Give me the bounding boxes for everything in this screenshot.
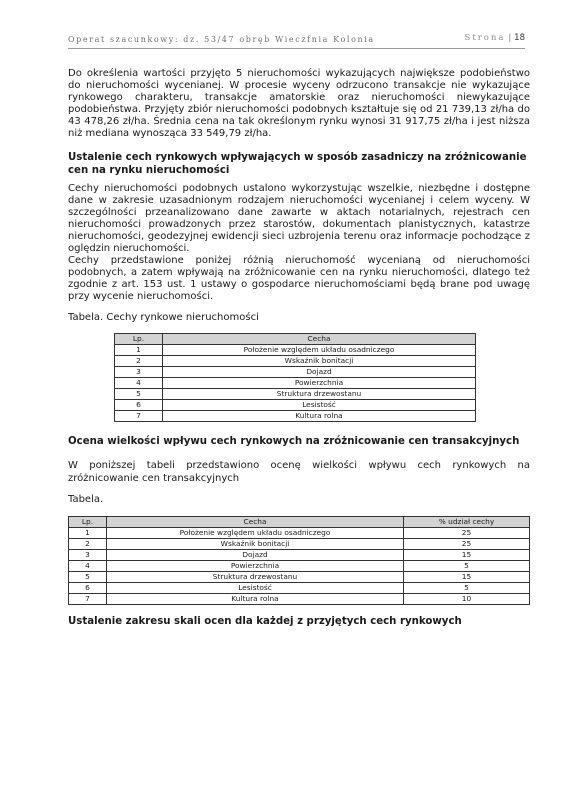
table-header-row [69,517,530,528]
page-separator: | [508,33,512,42]
table-row [69,550,530,561]
feature-weights-table [68,516,530,605]
table-row [115,400,476,411]
cell-lp: 1 [115,345,163,356]
paragraph-data-sources: Cechy nieruchomości podobnych ustalono wykorzystując wszelkie, niezbędne i dostępne dane w zakresie uzasadnionym rodzajem nieruchomości wycenianej i celem wyceny. W szczególności przeanalizowano dane zawarte w aktach notarialnych, rejestrach cen nieruchomości prowadzonych przez starostów, dokumentach planistycznych, katastrze nieruchomości, geodezyjnej ewidencji sieci uzbrojenia terenu oraz informacje pochodzące z oględzin nieruchomości. [68,183,530,255]
cell-share: 25 [404,528,530,539]
cell-feature: Kultura rolna [163,411,476,422]
cell-feature: Położenie względem układu osadniczego [107,528,404,539]
cell-lp: 4 [69,561,107,572]
table-row [69,528,530,539]
cell-lp: 5 [69,572,107,583]
header-lp: Lp. [69,517,107,528]
table-caption-weights: Tabela. [68,494,104,505]
table-row [115,389,476,400]
cell-share: 5 [404,583,530,594]
cell-share: 5 [404,561,530,572]
cell-lp: 6 [115,400,163,411]
cell-lp: 7 [115,411,163,422]
page-header [68,32,525,49]
header-share: % udział cechy [404,517,530,528]
cell-lp: 4 [115,378,163,389]
cell-feature: Lesistość [107,583,404,594]
cell-feature: Wskaźnik bonitacji [163,356,476,367]
table-row [115,356,476,367]
table-row [69,583,530,594]
cell-lp: 3 [115,367,163,378]
cell-feature: Struktura drzewostanu [107,572,404,583]
cell-feature: Struktura drzewostanu [163,389,476,400]
paragraph-influence-intro: W poniższej tabeli przedstawiono ocenę wielkości wpływu cech rynkowych na zróżnicowanie cen transakcyjnych [68,460,530,484]
cell-feature: Dojazd [107,550,404,561]
cell-lp: 1 [69,528,107,539]
cell-feature: Lesistość [163,400,476,411]
header-title: Operat szacunkowy: dz. 53/47 obręb Wieczfnia Kolonia [68,35,375,44]
header-feature: Cecha [163,334,476,345]
cell-feature: Powierzchnia [163,378,476,389]
heading-rating-scale: Ustalenie zakresu skali ocen dla każdej z przyjętych cech rynkowych [68,616,462,627]
page-word: Strona [464,33,506,43]
cell-feature: Kultura rolna [107,594,404,605]
paragraph-similar-properties: Do określenia wartości przyjęto 5 nieruchomości wykazujących największe podobieństwo do nieruchomości wycenianej. W procesie wyceny odrzucono transakcje nie wykazujące rynkowego charakteru, transakcje amatorskie oraz nieruchomości niewykazujące podobieństwa. Przyjęty zbiór nieruchomości podobnych kształtuje się od 21 739,13 zł/ha do 43 478,26 zł/ha. Średnia cena na tak określonym rynku wynosi 31 917,75 zł/ha i jest niższa niż mediana wynosząca 33 549,79 zł/ha. [68,68,530,140]
table-row [69,561,530,572]
paragraph-feature-differences: Cechy przedstawione poniżej różnią nieruchomość wycenianą od nieruchomości podobnych, a zatem wpływają na zróżnicowanie cen na rynku nieruchomości, dlatego też zgodnie z art. 153 ust. 1 ustawy o gospodarce nieruchomościami będą brane pod uwagę przy wycenie nieruchomości. [68,255,530,303]
header-lp: Lp. [115,334,163,345]
cell-feature: Powierzchnia [107,561,404,572]
header-feature: Cecha [107,517,404,528]
cell-feature: Dojazd [163,367,476,378]
cell-share: 15 [404,550,530,561]
heading-market-features: Ustalenie cech rynkowych wpływających w sposób zasadniczy na zróżnicowanie cen na rynku nieruchomości [68,152,527,176]
cell-lp: 5 [115,389,163,400]
page-number: 18 [514,33,525,43]
table-row [115,367,476,378]
heading-feature-influence: Ocena wielkości wpływu cech rynkowych na zróżnicowanie cen transakcyjnych [68,436,520,447]
cell-lp: 3 [69,550,107,561]
cell-lp: 2 [115,356,163,367]
cell-lp: 7 [69,594,107,605]
cell-feature: Wskaźnik bonitacji [107,539,404,550]
table-row [115,378,476,389]
table-header-row [115,334,476,345]
table-row [69,539,530,550]
features-table [114,333,476,422]
table-row [115,411,476,422]
cell-share: 15 [404,572,530,583]
cell-share: 25 [404,539,530,550]
table-row [115,345,476,356]
table-row [69,594,530,605]
table-row [69,572,530,583]
table-caption-features: Tabela. Cechy rynkowe nieruchomości [68,312,259,323]
page-indicator [465,33,526,43]
cell-lp: 6 [69,583,107,594]
cell-share: 10 [404,594,530,605]
cell-lp: 2 [69,539,107,550]
cell-feature: Położenie względem układu osadniczego [163,345,476,356]
